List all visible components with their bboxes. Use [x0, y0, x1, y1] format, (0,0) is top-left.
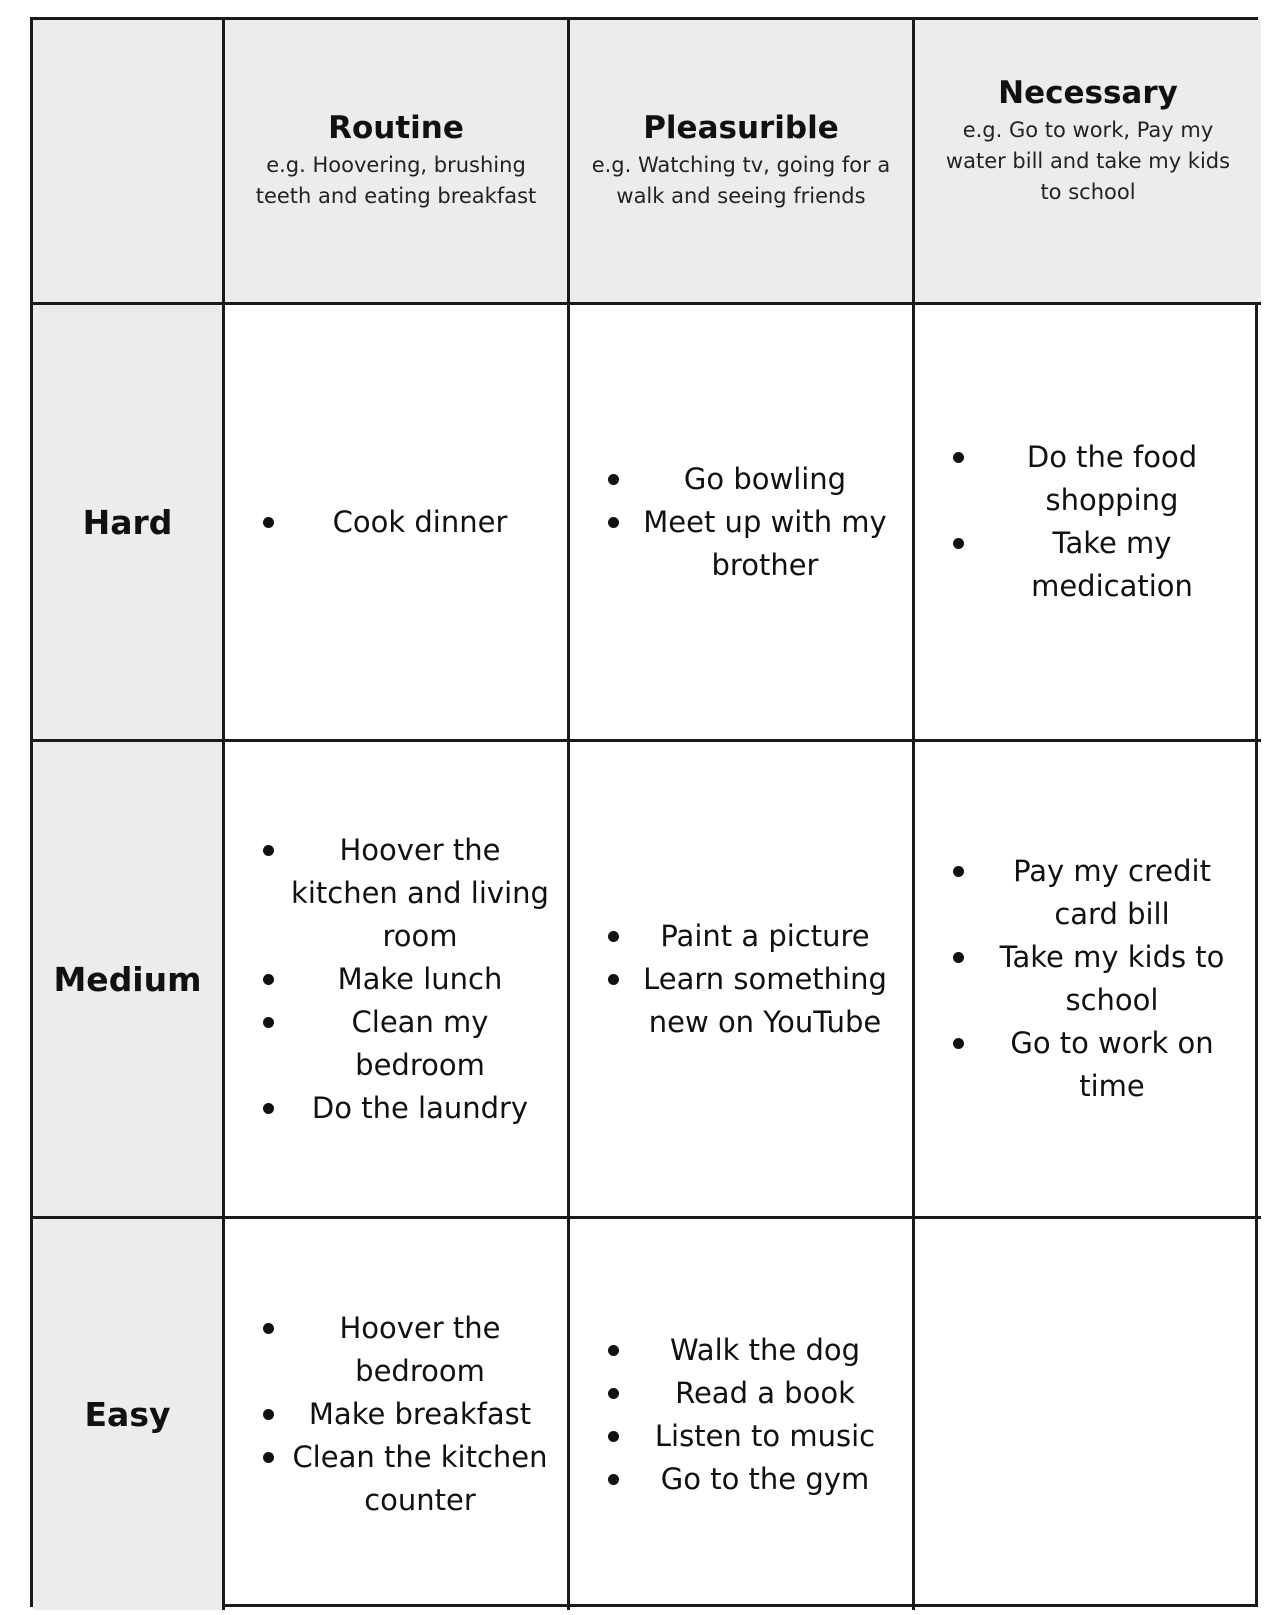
column-example: e.g. Go to work, Pay my water bill and take my kids to school	[945, 117, 1231, 204]
activity-list	[915, 850, 1261, 1108]
list-item: Learn something new on YouTube	[570, 958, 912, 1044]
list-item: Hoover the bedroom	[225, 1307, 567, 1393]
activity-list	[570, 915, 912, 1044]
list-item: Do the laundry	[225, 1087, 567, 1130]
row-header-easy	[33, 1219, 225, 1610]
list-item: Paint a picture	[570, 915, 912, 958]
list-item: Clean my bedroom	[225, 1001, 567, 1087]
row-label: Hard	[82, 502, 173, 542]
corner-cell	[33, 20, 225, 305]
column-title: Routine	[328, 110, 464, 146]
activity-list	[225, 829, 567, 1130]
cell-medium-routine	[225, 742, 570, 1219]
list-item: Clean the kitchen counter	[225, 1436, 567, 1522]
activity-list	[570, 1329, 912, 1501]
cell-medium-pleasurible	[570, 742, 915, 1219]
activity-list	[570, 458, 912, 587]
list-item: Meet up with my brother	[570, 501, 912, 587]
row-label: Easy	[84, 1395, 171, 1434]
column-title: Necessary	[998, 74, 1178, 111]
activity-difficulty-table	[30, 17, 1258, 1607]
row-label: Medium	[53, 959, 202, 999]
list-item: Take my medication	[915, 522, 1261, 608]
list-item: Pay my credit card bill	[915, 850, 1261, 936]
cell-hard-pleasurible	[570, 305, 915, 742]
column-title: Pleasurible	[643, 110, 839, 146]
cell-medium-necessary	[915, 742, 1261, 1219]
list-item: Do the food shopping	[915, 436, 1261, 522]
list-item: Listen to music	[570, 1415, 912, 1458]
cell-hard-necessary	[915, 305, 1261, 742]
list-item: Go to work on time	[915, 1022, 1261, 1108]
column-example: e.g. Watching tv, going for a walk and seeing friends	[591, 153, 891, 208]
cell-easy-routine	[225, 1219, 570, 1610]
list-item: Walk the dog	[570, 1329, 912, 1372]
activity-list	[915, 436, 1261, 608]
column-example: e.g. Hoovering, brushing teeth and eating breakfast	[255, 153, 537, 208]
list-item: Go to the gym	[570, 1458, 912, 1501]
cell-hard-routine	[225, 305, 570, 742]
cell-easy-necessary	[915, 1219, 1261, 1610]
activity-list	[225, 501, 567, 544]
column-header-routine	[225, 20, 570, 305]
row-header-hard	[33, 305, 225, 742]
cell-easy-pleasurible	[570, 1219, 915, 1610]
list-item: Cook dinner	[225, 501, 567, 544]
list-item: Make breakfast	[225, 1393, 567, 1436]
column-header-pleasurible	[570, 20, 915, 305]
activity-list	[225, 1307, 567, 1522]
list-item: Go bowling	[570, 458, 912, 501]
column-header-necessary	[915, 20, 1261, 305]
list-item: Read a book	[570, 1372, 912, 1415]
list-item: Hoover the kitchen and living room	[225, 829, 567, 958]
row-header-medium	[33, 742, 225, 1219]
list-item: Take my kids to school	[915, 936, 1261, 1022]
list-item: Make lunch	[225, 958, 567, 1001]
